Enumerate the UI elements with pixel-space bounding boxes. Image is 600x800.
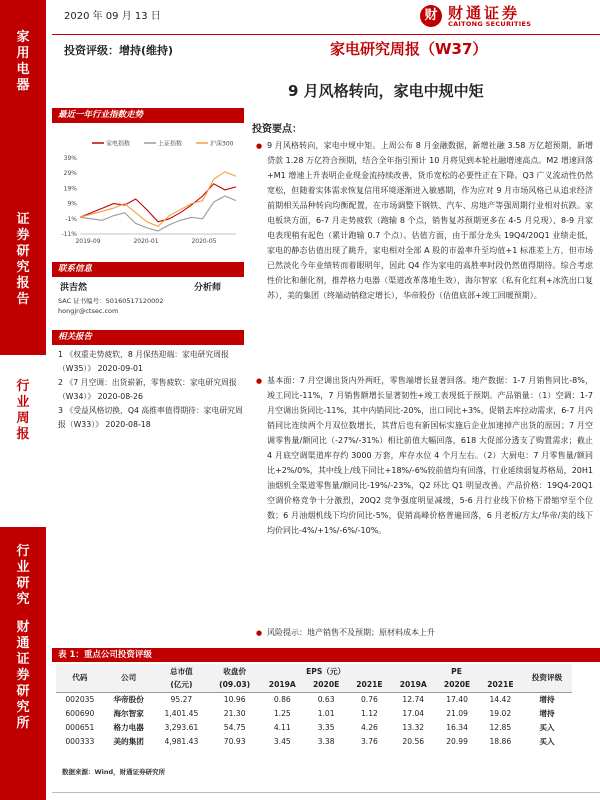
table-cell: 增持 [539,708,555,718]
investment-rating: 投资评级：增持(维持) [64,44,174,57]
table-row [56,692,572,706]
related-report[interactable]: 2 《7 月空调：出货崭新，零售疲软：家电研究周报（W34）》 2020-08-26 [58,378,237,401]
table-cell: 000651 [65,722,95,732]
table-cell: 21.30 [223,708,246,718]
table-cell: 0.63 [317,694,335,704]
table-cell: 10.96 [223,694,246,704]
table-cell: 3.45 [273,736,291,746]
table-cell: 12.85 [489,722,512,732]
table-cell: 14.42 [489,694,512,704]
col-year: 2019A [399,680,427,690]
analyst-email: hongjr@ctsec.com [58,307,119,315]
table-cell: 华帝股份 [113,694,144,704]
sidebar-report-type: 证券研究报告 [16,212,30,307]
table-cell: 18.86 [489,736,512,746]
col-mcap: 总市值 [170,666,193,676]
key-points-title: 投资要点： [252,124,302,135]
table-cell: 20.56 [402,736,425,746]
sidebar-weekly: 行业周报 [16,379,30,442]
ratings-table [56,664,572,748]
table-title: 表 1：重点公司投资评级 [52,648,600,662]
x-tick-label: 2020-05 [191,238,217,245]
table-cell: 600690 [65,708,95,718]
table-cell: 20.99 [446,736,468,746]
report-title: 家电研究周报（W37） [330,40,488,58]
table-cell: 12.74 [402,694,425,704]
report-date: 2020 年 09 月 13 日 [64,11,161,22]
table-cell: 3.35 [317,722,335,732]
col-eps: EPS（元） [306,666,346,676]
key-point-2: 基本面：7 月空调出货内外两旺，零售端增长显著回落。地产数据：1-7 月销售同比-8%，竣工同比-11%，7 月销售额增长显著韧性+竣工表现低于预期。产品销量：（1）空调：1-7 月空调出货同比-11%，其中内销同比-20%，出口同比+3%，促销去库拉动需求，6-7 月内销同比连续两个月双位数增长，其背后也有新国标实施后企业加速掉产出货的原因；7 月空调零售量/额同比（-27%/-31%）相比前值大幅回落，618 大促部分透支了购置需求；截止 4 月底空调渠道库存约 3000 万套，库存水位 4 个月左右。（2）大厨电：7 月零售量/额同比+2%/0%，其中线上/线下同比+18%/-6%较前值均有回落，行业延续弱复苏格局，20H1 油烟机全渠道零售量/额同比-19%/-23%，Q2 环比 Q1 明显改善。产品价格：19Q4-20Q1 空调价格竞争十分激烈，20Q2 竞争强度明显减缓，5-6 月行业线下价格下滑缩窄至个位数；6 月油烟机线下均价同比-5%，促销高峰价格普遍回落，6 月老板/方太/华帝/美的线下均价同比-4%/+1%/-6%/-10%。 [267,376,593,535]
table-cell: 1.25 [273,708,291,718]
col-close-date: (09.03) [219,680,251,690]
sidebar-industry: 家用电器 [16,30,30,93]
data-source: 数据来源：Wind，财通证券研究所 [62,768,166,776]
company-logo [420,2,598,30]
col-rating: 投资评级 [531,673,563,683]
col-year: 2020E [312,680,340,690]
table-row [56,706,572,720]
series-line [80,172,236,227]
bullet-icon: ● [256,377,263,385]
table-cell: 买入 [539,736,555,746]
y-tick-label: 39% [63,155,77,162]
related-reports [58,348,244,432]
logo-en: CAITONG SECURITIES [448,20,532,28]
sidebar-research: 行业研究 [16,544,30,607]
y-tick-label: 19% [63,185,77,193]
legend-label: 家电指数 [106,140,131,148]
sidebar-box [0,355,46,527]
table-row [56,720,572,734]
analyst-role: 分析师 [194,283,222,293]
table-cell: 19.02 [489,708,512,718]
table-cell: 3.76 [360,736,378,746]
table-cell: 54.75 [223,722,246,732]
table-cell: 1.01 [317,708,335,718]
y-tick-label: 29% [63,170,77,178]
table-cell: 海尔智家 [113,708,144,718]
col-pe: PE [451,666,462,676]
table-cell: 4,981.43 [164,736,199,746]
col-close: 收盘价 [223,666,247,676]
x-tick-label: 2020-01 [133,238,159,245]
index-trend-chart [56,136,242,252]
table-cell: 4.26 [360,722,378,732]
table-cell: 17.04 [402,708,425,718]
table-cell: 17.40 [446,694,468,704]
sidebar-institute: 财通证券研究所 [16,620,30,731]
col-year: 2021E [487,680,514,690]
table-cell: 格力电器 [113,722,144,732]
headline: 9 月风格转向，家电中规中矩 [288,82,484,100]
x-tick-label: 2019-09 [75,238,101,245]
table-cell: 002035 [65,694,95,704]
col-company: 公司 [121,673,137,683]
col-year: 2019A [268,680,296,690]
col-mcap-unit: (亿元) [170,680,193,690]
bullet-icon: ● [256,629,263,637]
related-report[interactable]: 1 《权重走势疲软，8 月保热迎端：家电研究周报（W35）》 2020-09-01 [58,350,229,373]
sidebar [0,0,46,800]
y-tick-label: -1% [65,215,77,223]
header-divider [52,34,600,35]
table-cell: 1,401.45 [164,708,199,718]
legend-label: 上证指数 [158,140,183,148]
table-cell: 3,293.61 [164,722,199,732]
y-tick-label: 9% [67,200,77,208]
analyst-name: 洪吉然 [60,283,88,293]
logo-icon: 财 [420,5,442,27]
table-row [56,734,572,748]
table-cell: 增持 [539,694,555,704]
key-point-1: 9 月风格转向，家电中规中矩。上周公布 8 月金融数据，新增社融 3.58 万亿超预期，新增贷款 1.28 万亿符合预期，结合全年指引预计 10 月将见到本轮社融增速高点。M2 增速回落+M1 增速上升表明企业现金流持续改善，货币宽松的必要性正在下降。Q3 广义流动性仍然宽松，但随着实体需求恢复信用环境逐渐进入敏感期，作为应对 9 月市场风格已从追求经济前期相关品种转向均衡配置，在市场调整下钢铁、汽车、房地产等强周期行业相对抗跌。家电板块方面，6-7 月走势疲软（跑输 8 个点，销售复苏预期更多在 4-5 月兑现）、8-9 月家电表现稍有起色（累计跑输 0.7 个点）。估值方面，由于部分龙头 19Q4/20Q1 业绩走低，家电的静态估值出现了跳升，家电相对全部 A 股的市盈率升至均值+1 标准差上方，但市场已然淡化今年业绩转而着眼明年，因此 Q4 作为家电的高胜率时段仍然值得期待。综合考虑性价比和催化剂，推荐格力电器（渠道改革落地生效），海尔智家（私有化红利+冰洗出口复苏），美的集团（终端动销稳定增长），华帝股份（估值底部+竣工回暖预期）。 [267,141,593,300]
col-year: 2020E [443,680,471,690]
footer-divider [52,792,600,793]
table-cell: 0.76 [360,694,378,704]
table-cell: 美的集团 [113,736,144,746]
y-tick-label: -11% [61,231,77,238]
table-cell: 000333 [65,736,95,746]
table-cell: 买入 [539,722,555,732]
bullet-icon: ● [256,142,263,150]
table-cell: 13.32 [402,722,425,732]
sac-number: SAC 证书编号：S0160517120002 [58,297,164,305]
legend-label: 沪深300 [210,140,234,148]
table-cell: 1.12 [360,708,378,718]
col-year: 2021E [356,680,383,690]
table-cell: 95.27 [170,694,193,704]
table-cell: 4.11 [273,722,291,732]
table-cell: 0.86 [273,694,291,704]
related-report[interactable]: 3 《受益风格切换，Q4 高推率值得期待：家电研究周报（W33）》 2020-08-18 [58,406,243,429]
table-cell: 70.93 [223,736,246,746]
table-cell: 3.38 [317,736,335,746]
col-code: 代码 [72,673,88,683]
logo-cn: 财通证券 [448,4,521,22]
contact-section-title: 联系信息 [52,262,244,277]
table-cell: 16.34 [446,722,468,732]
key-point-risk: 风险提示：地产销售不及预期；原材料成本上升 [267,628,435,637]
related-section-title: 相关报告 [52,330,244,345]
table-cell: 21.09 [446,708,468,718]
chart-section-title: 最近一年行业指数走势 [52,108,244,123]
